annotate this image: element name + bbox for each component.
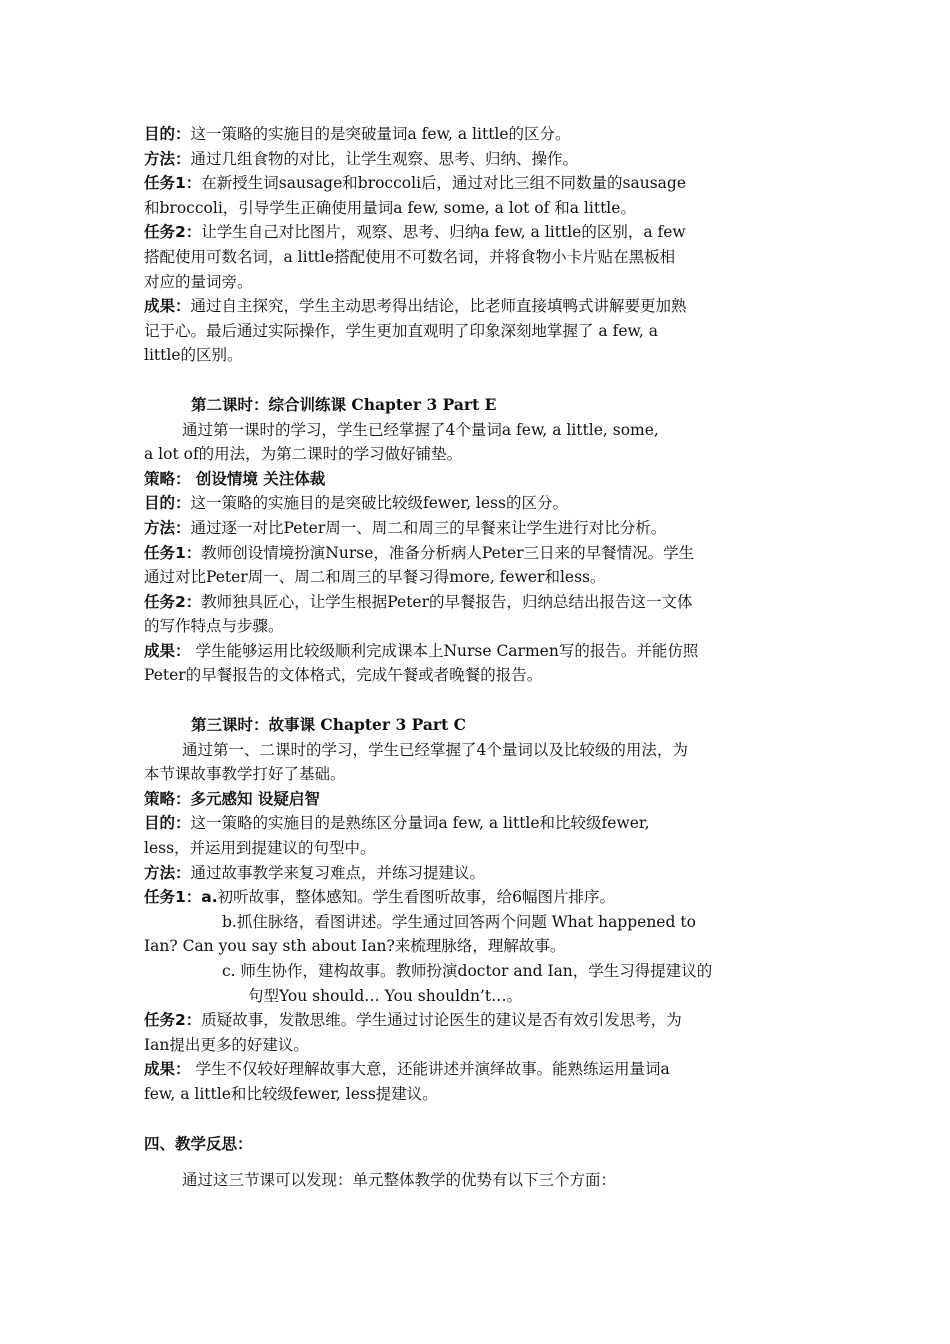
s3-task2-text-l1: 质疑故事，发散思维。学生通过讨论医生的建议是否有效引发思考，为 xyxy=(201,1011,682,1030)
s2-intro-l1: 通过第一课时的学习，学生已经掌握了4个量词a few, a little, some, xyxy=(182,420,659,439)
s3-result xyxy=(144,1057,810,1082)
s1-task2-cont2: 对应的量词旁。 xyxy=(144,272,253,291)
document-page xyxy=(144,122,810,1193)
s2-title: 第二课时：综合训练课 Chapter 3 Part E xyxy=(191,394,497,414)
s3-result-text-l1: 学生不仅较好理解故事大意，还能讲述并演绎故事。能熟练运用量词a xyxy=(190,1060,670,1079)
s4-heading: 四、教学反思： xyxy=(144,1133,253,1153)
s2-method-text: 通过逐一对比Peter周一、周二和周三的早餐来让学生进行对比分析。 xyxy=(190,518,667,537)
s3-title: 第三课时：故事课 Chapter 3 Part C xyxy=(191,715,466,735)
s3-goal-cont: less，并运用到提建议的句型中。 xyxy=(144,839,376,858)
s1-task1-cont: 和broccoli，引导学生正确使用量词a few, some, a lot of 和a little。 xyxy=(144,198,636,217)
s3-task1-a-label: a. xyxy=(201,888,218,907)
s3-strategy: 策略：多元感知 设疑启智 xyxy=(144,789,320,808)
s3-goal-text-l1: 这一策略的实施目的是熟练区分量词a few, a little和比较级fewer, xyxy=(190,814,650,833)
s3-result-cont: few, a little和比较级fewer, less提建议。 xyxy=(144,1084,438,1103)
s3-task2-label: 任务2： xyxy=(144,1011,202,1030)
s2-goal-text: 这一策略的实施目的是突破比较级fewer, less的区分。 xyxy=(190,494,568,513)
s1-task1 xyxy=(144,171,810,196)
s2-method xyxy=(144,516,810,541)
s1-result xyxy=(144,294,810,319)
s2-strategy: 策略： 创设情境 关注体裁 xyxy=(144,469,326,488)
s3-intro-l2: 本节课故事教学打好了基础。 xyxy=(144,765,346,784)
s1-task1-text-l1: 在新授生词sausage和broccoli后，通过对比三组不同数量的sausage xyxy=(201,174,687,193)
s1-task2 xyxy=(144,220,810,245)
s3-task2-cont: Ian提出更多的好建议。 xyxy=(144,1035,309,1054)
s2-task2-cont: 的写作特点与步骤。 xyxy=(144,617,284,636)
spacer xyxy=(144,1107,810,1132)
s1-task2-cont1: 搭配使用可数名词，a little搭配使用不可数名词，并将食物小卡片贴在黑板相 xyxy=(144,247,676,266)
spacer xyxy=(144,368,810,393)
s2-result-text-l1: 学生能够运用比较级顺利完成课本上Nurse Carmen写的报告。并能仿照 xyxy=(190,641,699,660)
s2-task2-text-l1: 教师独具匠心，让学生根据Peter的早餐报告，归纳总结出报告这一文体 xyxy=(201,592,693,611)
s1-result-label: 成果： xyxy=(144,297,191,316)
s2-intro-l2: a lot of的用法，为第二课时的学习做好铺垫。 xyxy=(144,445,463,464)
s3-goal-label: 目的： xyxy=(144,814,191,833)
s1-method-label: 方法： xyxy=(144,149,191,168)
s1-method xyxy=(144,147,810,172)
s1-task2-label: 任务2： xyxy=(144,223,202,242)
s3-result-label: 成果： xyxy=(144,1060,191,1079)
s2-task1-label: 任务1： xyxy=(144,543,202,562)
s1-task2-text-l1: 让学生自己对比图片，观察、思考、归纳a few, a little的区别，a few xyxy=(201,223,686,242)
s3-method xyxy=(144,861,810,886)
s2-result-label: 成果： xyxy=(144,641,191,660)
s3-method-label: 方法： xyxy=(144,863,191,882)
s1-result-text-l1: 通过自主探究，学生主动思考得出结论，比老师直接填鸭式讲解要更加熟 xyxy=(190,297,687,316)
s4-text: 通过这三节课可以发现：单元整体教学的优势有以下三个方面： xyxy=(182,1171,617,1190)
s3-intro-l1: 通过第一、二课时的学习，学生已经掌握了4个量词以及比较级的用法，为 xyxy=(182,740,688,759)
spacer xyxy=(144,688,810,713)
s3-task1 xyxy=(144,885,810,910)
s2-method-label: 方法： xyxy=(144,518,191,537)
s1-goal-label: 目的： xyxy=(144,125,191,143)
s3-task1-b-l1: b.抓住脉络，看图讲述。学生通过回答两个问题 What happened to xyxy=(222,912,696,931)
s2-task1-cont: 通过对比Peter周一、周二和周三的早餐习得more, fewer和less。 xyxy=(144,568,606,587)
s3-task1-c-l2: 句型You should… You shouldn’t…。 xyxy=(248,986,523,1005)
s3-task1-label: 任务1： xyxy=(144,888,202,907)
s2-goal-label: 目的： xyxy=(144,494,191,513)
s1-task1-label: 任务1： xyxy=(144,174,202,193)
s1-method-text: 通过几组食物的对比，让学生观察、思考、归纳、操作。 xyxy=(190,149,579,168)
s2-task1 xyxy=(144,541,810,566)
s3-task2 xyxy=(144,1008,810,1033)
s3-task1-a-text: 初听故事，整体感知。学生看图听故事，给6幅图片排序。 xyxy=(217,888,616,907)
s3-goal xyxy=(144,811,810,836)
s3-task1-b-l2: Ian? Can you say sth about Ian?来梳理脉络，理解故事。 xyxy=(144,937,566,956)
spacer xyxy=(144,1156,810,1168)
s1-goal-text: 这一策略的实施目的是突破量词a few, a little的区分。 xyxy=(190,125,571,143)
s1-goal xyxy=(144,122,810,147)
s2-goal xyxy=(144,491,810,516)
s2-result-cont: Peter的早餐报告的文体格式，完成午餐或者晚餐的报告。 xyxy=(144,666,543,685)
s2-task2 xyxy=(144,590,810,615)
s2-task1-text-l1: 教师创设情境扮演Nurse，准备分析病人Peter三日来的早餐情况。学生 xyxy=(201,543,695,562)
s2-task2-label: 任务2： xyxy=(144,592,202,611)
s1-result-cont1: 记于心。最后通过实际操作，学生更加直观明了印象深刻地掌握了 a few, a xyxy=(144,321,659,340)
s1-result-cont2: little的区别。 xyxy=(144,346,243,365)
s2-result xyxy=(144,639,810,664)
s3-task1-c-l1: c. 师生协作，建构故事。教师扮演doctor and Ian，学生习得提建议的 xyxy=(222,962,713,980)
s3-method-text: 通过故事教学来复习难点，并练习提建议。 xyxy=(190,863,486,882)
